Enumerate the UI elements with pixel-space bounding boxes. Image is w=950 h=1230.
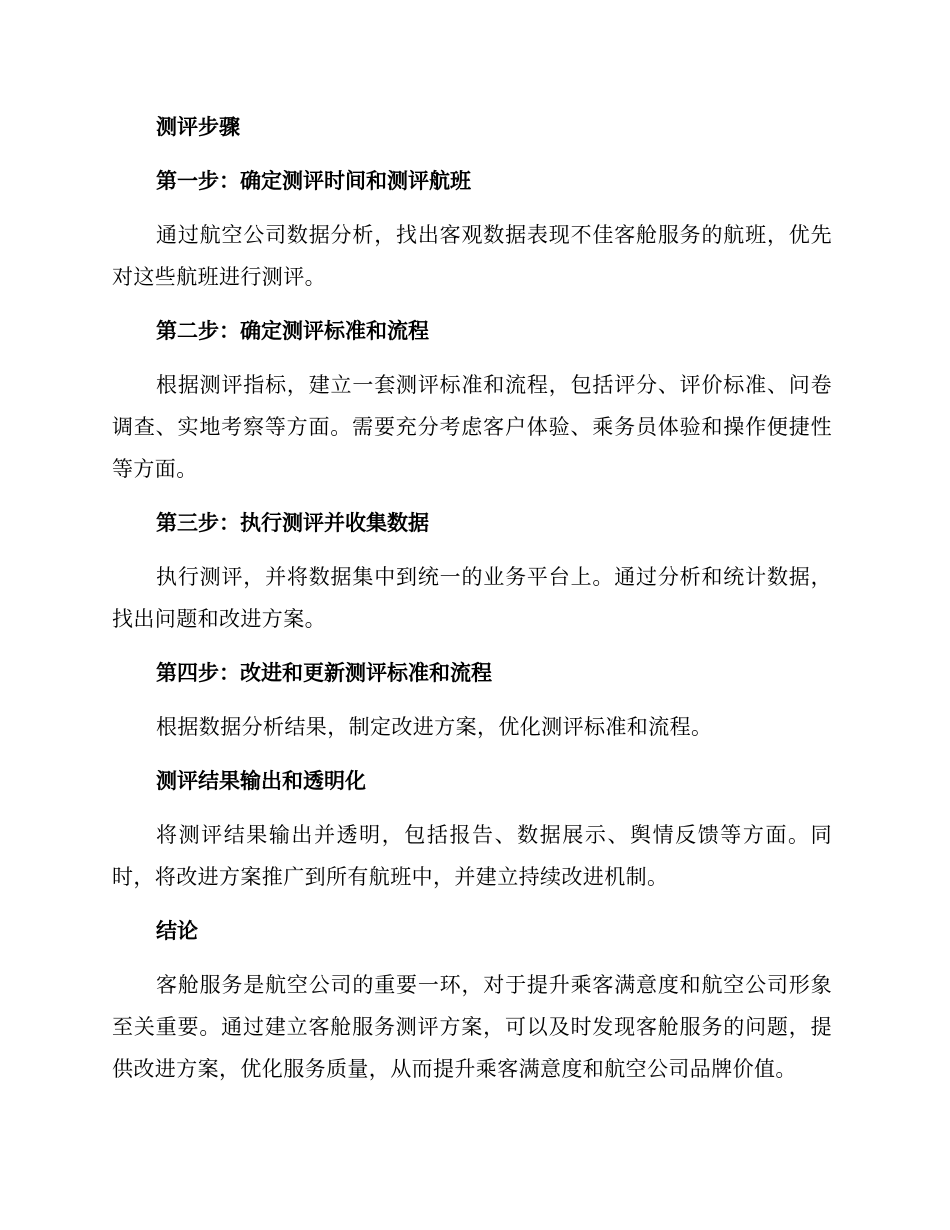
section-heading-steps: 测评步骤 bbox=[156, 115, 240, 139]
step-4-heading: 第四步：改进和更新测评标准和流程 bbox=[156, 661, 492, 685]
results-output-heading: 测评结果输出和透明化 bbox=[156, 769, 366, 793]
step-1-heading: 第一步：确定测评时间和测评航班 bbox=[156, 169, 471, 193]
step-1-paragraph: 通过航空公司数据分析，找出客观数据表现不佳客舱服务的航班，优先对这些航班进行测评。 bbox=[112, 223, 832, 289]
step-2-heading: 第二步：确定测评标准和流程 bbox=[156, 319, 429, 343]
conclusion-paragraph: 客舱服务是航空公司的重要一环，对于提升乘客满意度和航空公司形象至关重要。通过建立客舱服务测评方案，可以及时发现客舱服务的问题，提供改进方案，优化服务质量，从而提升乘客满意度和航空公司品牌价值。 bbox=[112, 973, 832, 1081]
step-2-paragraph: 根据测评指标，建立一套测评标准和流程，包括评分、评价标准、问卷调查、实地考察等方面。需要充分考虑客户体验、乘务员体验和操作便捷性等方面。 bbox=[112, 373, 832, 481]
conclusion-heading: 结论 bbox=[156, 919, 198, 943]
step-3-heading: 第三步：执行测评并收集数据 bbox=[156, 511, 429, 535]
results-output-paragraph: 将测评结果输出并透明，包括报告、数据展示、舆情反馈等方面。同时，将改进方案推广到所有航班中，并建立持续改进机制。 bbox=[112, 823, 832, 889]
document-body bbox=[112, 106, 832, 1102]
step-4-paragraph: 根据数据分析结果，制定改进方案，优化测评标准和流程。 bbox=[156, 715, 713, 739]
step-3-paragraph: 执行测评，并将数据集中到统一的业务平台上。通过分析和统计数据，找出问题和改进方案。 bbox=[112, 565, 832, 631]
